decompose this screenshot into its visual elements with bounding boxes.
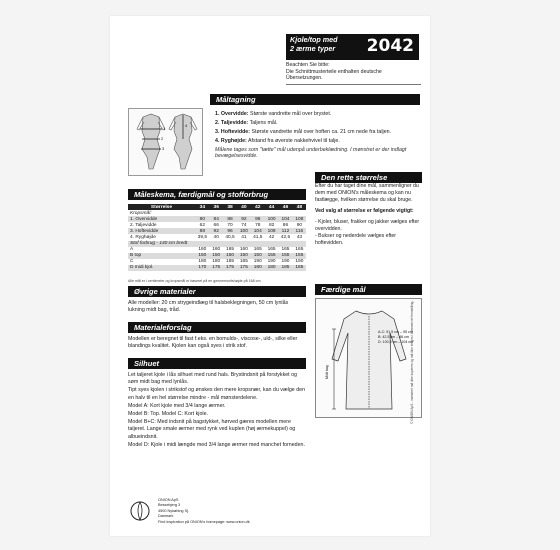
silhuet-para-1: Let taljeret kjole i lås silhuet med rund hals. Brystindsnit på forstykket og søm midt bag med lynlås. [128, 372, 297, 386]
table-cell: 90 [296, 222, 303, 228]
table-cell: Kropsmål: [130, 210, 152, 216]
silhuet-text [128, 372, 306, 450]
address-city: 4500 Nykøbing Sj. [158, 508, 190, 513]
note-line-2: Die Schnittmusterteile enthalten deutsche [286, 68, 382, 75]
table-cell: 155 [293, 253, 306, 259]
table-cell: C [130, 259, 134, 265]
table-cell: 180 [212, 259, 221, 265]
dress-drawing [315, 298, 422, 418]
table-cell: 48 [293, 204, 306, 210]
note-line-1: Beachten Sie bitte: [286, 62, 330, 68]
table-cell: 40,5 [225, 235, 235, 241]
note-line-3: Übersetzungen. [286, 75, 323, 82]
svg-text:2: 2 [161, 136, 164, 141]
table-cell: 180 [198, 259, 207, 265]
table-cell: 41 [241, 235, 247, 241]
homepage-text: Find inspiration på ONION's homepage: www.onion.dk [158, 519, 250, 524]
title-line-1: Kjole/top med [290, 35, 338, 44]
list-item: - Bukser og nederdele vælges efter hoftevidden. [315, 233, 397, 247]
table-cell: 44 [265, 204, 278, 210]
table-row [128, 265, 306, 271]
list-item: - Kjoler, bluser, frakker og jakker vælges efter overvidden. [315, 218, 420, 232]
copyright-note: © ONION ApS - mønstret må ikke kopieres og må ikke bruges i kommerciel fremstilling. [410, 300, 414, 424]
section-maaleskema: Måleskema, færdigmål og stofforbrug [128, 189, 306, 200]
table-cell: 92 [210, 228, 223, 234]
table-cell: 160 [212, 247, 221, 253]
size-guide-text [315, 183, 423, 248]
table-cell: 84 [210, 216, 223, 222]
table-cell: 96 [223, 228, 238, 234]
table-cell: 155 [278, 253, 293, 259]
table-cell: 42,5 [280, 235, 291, 241]
table-cell: 36 [210, 204, 223, 210]
table-cell: 43 [296, 235, 303, 241]
table-cell: 40 [213, 235, 219, 241]
table-cell: 185 [293, 265, 306, 271]
table-cell: 104 [250, 228, 265, 234]
side-label: Midt bag [325, 365, 329, 379]
svg-text:3: 3 [162, 146, 165, 151]
table-cell: 160 [239, 247, 248, 253]
section-maaltagning: Måltagning [210, 94, 420, 105]
measure-3-label: 3. Hoftevidde: [215, 129, 251, 135]
table-cell: 42 [268, 235, 275, 241]
table-cell: 190 [281, 259, 290, 265]
table-cell: 86 [282, 222, 289, 228]
table-footnote: Alle mål er i centimeter og kropsmål er baseret på en gennemsnitshøjde på 168 cm. [128, 279, 262, 283]
section-faerdige: Færdige mål [315, 284, 422, 295]
model-d-text: Model D: Kjole i midi længde med 3/4 lange ærmer med manchet forneden. [128, 441, 305, 448]
table-cell: 150 [250, 253, 265, 259]
section-materialeforslag: Materialeforslag [128, 322, 306, 333]
title-banner [286, 34, 419, 60]
table-cell: A [130, 247, 134, 253]
table-cell: D midi kjol. [128, 265, 195, 271]
table-cell: 108 [293, 216, 306, 222]
table-cell: 112 [278, 228, 293, 234]
title-line-2: 2 ærme typer [290, 44, 336, 53]
size-guide-list [315, 219, 423, 248]
section-den-rette: Den rette størrelse [315, 172, 422, 183]
table-cell: 175 [210, 265, 223, 271]
table-cell: 165 [281, 247, 290, 253]
dress-back-icon [316, 299, 423, 419]
table-cell: 92 [237, 216, 250, 222]
model-bc-text: Model B+C: Med indsnit på bagstykket, hørved gæres modellen mere taljeret. Lange smale ærmer med rynk ved kuplen (høj ærmekuppel) og albueindsnit. [128, 419, 296, 440]
table-cell: 96 [250, 216, 265, 222]
table-cell: 108 [265, 228, 278, 234]
table-cell: 190 [295, 259, 304, 265]
measure-2-text: Taljens mål. [249, 120, 278, 126]
size-table [128, 204, 306, 271]
table-cell: Størrelse [128, 204, 195, 210]
dress-label-a: A-C: 91,5 cm – 95 cm [378, 330, 413, 334]
table-cell: 100 [237, 228, 250, 234]
table-cell: 88 [195, 228, 210, 234]
table-cell: 180 [250, 265, 265, 271]
table-cell: 2. Taljevidde [130, 222, 157, 228]
table-cell: 62 [199, 222, 206, 228]
table-cell: 42 [250, 204, 265, 210]
table-cell: 165 [226, 247, 235, 253]
table-cell: B top [128, 253, 195, 259]
table-cell: 116 [293, 228, 306, 234]
company-name: ONION ApS [158, 498, 179, 502]
dress-label-b: B: 42,5 cm – 46 cm [378, 335, 409, 339]
table-cell: 4. Ryghøjde [130, 235, 156, 241]
address-country: Danmark [158, 514, 174, 519]
table-cell: 150 [195, 253, 210, 259]
table-cell: 155 [265, 253, 278, 259]
table-cell: 78 [255, 222, 261, 228]
section-oevrige: Øvrige materialer [128, 286, 306, 297]
table-cell: 150 [237, 253, 250, 259]
svg-text:4: 4 [185, 123, 188, 128]
table-cell: 82 [268, 222, 275, 228]
table-cell: 150 [210, 253, 223, 259]
table-cell: 39,5 [197, 235, 208, 241]
table-cell: 165 [267, 247, 276, 253]
table-cell: 66 [213, 222, 219, 228]
table-cell: 185 [239, 259, 248, 265]
contact-info [158, 498, 250, 525]
pattern-number: 2042 [366, 36, 414, 56]
body-silhouette-icon [129, 109, 204, 177]
table-cell: 70 [227, 222, 233, 228]
size-guide-para: Efter du har taget dine mål, sammenligner du dem med ONION's måleskema og kan nu fastlægge, hvilken størrelse du skal bruge. [315, 183, 419, 203]
table-cell: 160 [198, 247, 207, 253]
measure-1-label: 1. Overvidde: [215, 111, 249, 117]
measure-3-text: Største vandrette mål over hoften ca. 21 cm nede fra taljen. [251, 129, 392, 135]
table-cell: 80 [195, 216, 210, 222]
measure-4-label: 4. Ryghøjde: [215, 138, 247, 144]
table-cell: 190 [267, 259, 276, 265]
table-cell: 34 [195, 204, 210, 210]
table-cell: 190 [253, 259, 262, 265]
measure-4-text: Afstand fra øverste nakkehvivel til talje. [247, 138, 340, 144]
table-cell: 150 [223, 253, 238, 259]
table-cell: 185 [226, 259, 235, 265]
model-b-c-text: Model B: Top. Model C: Kort kjole. [128, 411, 208, 418]
table-cell: 175 [237, 265, 250, 271]
table-cell: 46 [278, 204, 293, 210]
dress-label-d: D: 100,5 cm – 104 cm [378, 340, 414, 344]
oevrige-text: Alle modeller: 20 cm strygeindlæg til halsbeklegningen, 50 cm lynlås lukning midt bag, tråd. [128, 300, 289, 314]
table-cell: 185 [278, 265, 293, 271]
measure-2-label: 2. Taljevidde: [215, 120, 249, 126]
table-cell: Stof forbrug - 140 cm bredt [128, 241, 195, 247]
table-cell: 170 [195, 265, 210, 271]
materiale-text: Modellen er beregnet til fast f.eks. en bomulds-, viscose-, uld-, silke eller blandings kvalitet. Kjolen kan også syes i strik stof. [128, 336, 298, 350]
body-figure [128, 108, 203, 176]
measure-1-text: Største vandrette mål over brystet. [250, 111, 332, 117]
table-cell: 88 [223, 216, 238, 222]
onion-logo-icon [128, 498, 152, 522]
model-a-text: Model A: Kort kjole med 3/4 lange ærmer. [128, 402, 226, 409]
table-cell: 175 [223, 265, 238, 271]
translation-note [286, 62, 421, 82]
table-cell: 38 [223, 204, 238, 210]
table-cell: 3. Hoftevidde [128, 228, 195, 234]
table-cell: 1. Overvidde [128, 216, 195, 222]
silhuet-para-2: Tipt syes kjolen i strikstof og ønskes den mere kropsnær, kan du vælge den en halv til en hel størrelse mindre - mål mønsterdelene. [128, 387, 306, 401]
table-cell: 41,5 [253, 235, 263, 241]
table-cell: 165 [253, 247, 262, 253]
section-silhuet: Silhuet [128, 358, 306, 369]
table-cell: 165 [295, 247, 304, 253]
measure-instructions [215, 111, 417, 162]
address-street: Bessebjerg 3 [158, 503, 181, 508]
table-cell: 100 [265, 216, 278, 222]
size-guide-heading: Ved valg af størrelse er følgende vigtigt: [315, 207, 414, 214]
table-cell: 180 [265, 265, 278, 271]
svg-text:1: 1 [163, 126, 166, 131]
table-cell: 74 [241, 222, 247, 228]
table-cell: 40 [237, 204, 250, 210]
table-cell: 104 [278, 216, 293, 222]
pattern-sheet [110, 16, 430, 536]
divider [286, 84, 421, 85]
measure-note: Målene tages som "tætte" mål udenpå underbeklædning. I mønstret er der indlagt bevægelsesvidde. [215, 147, 407, 160]
